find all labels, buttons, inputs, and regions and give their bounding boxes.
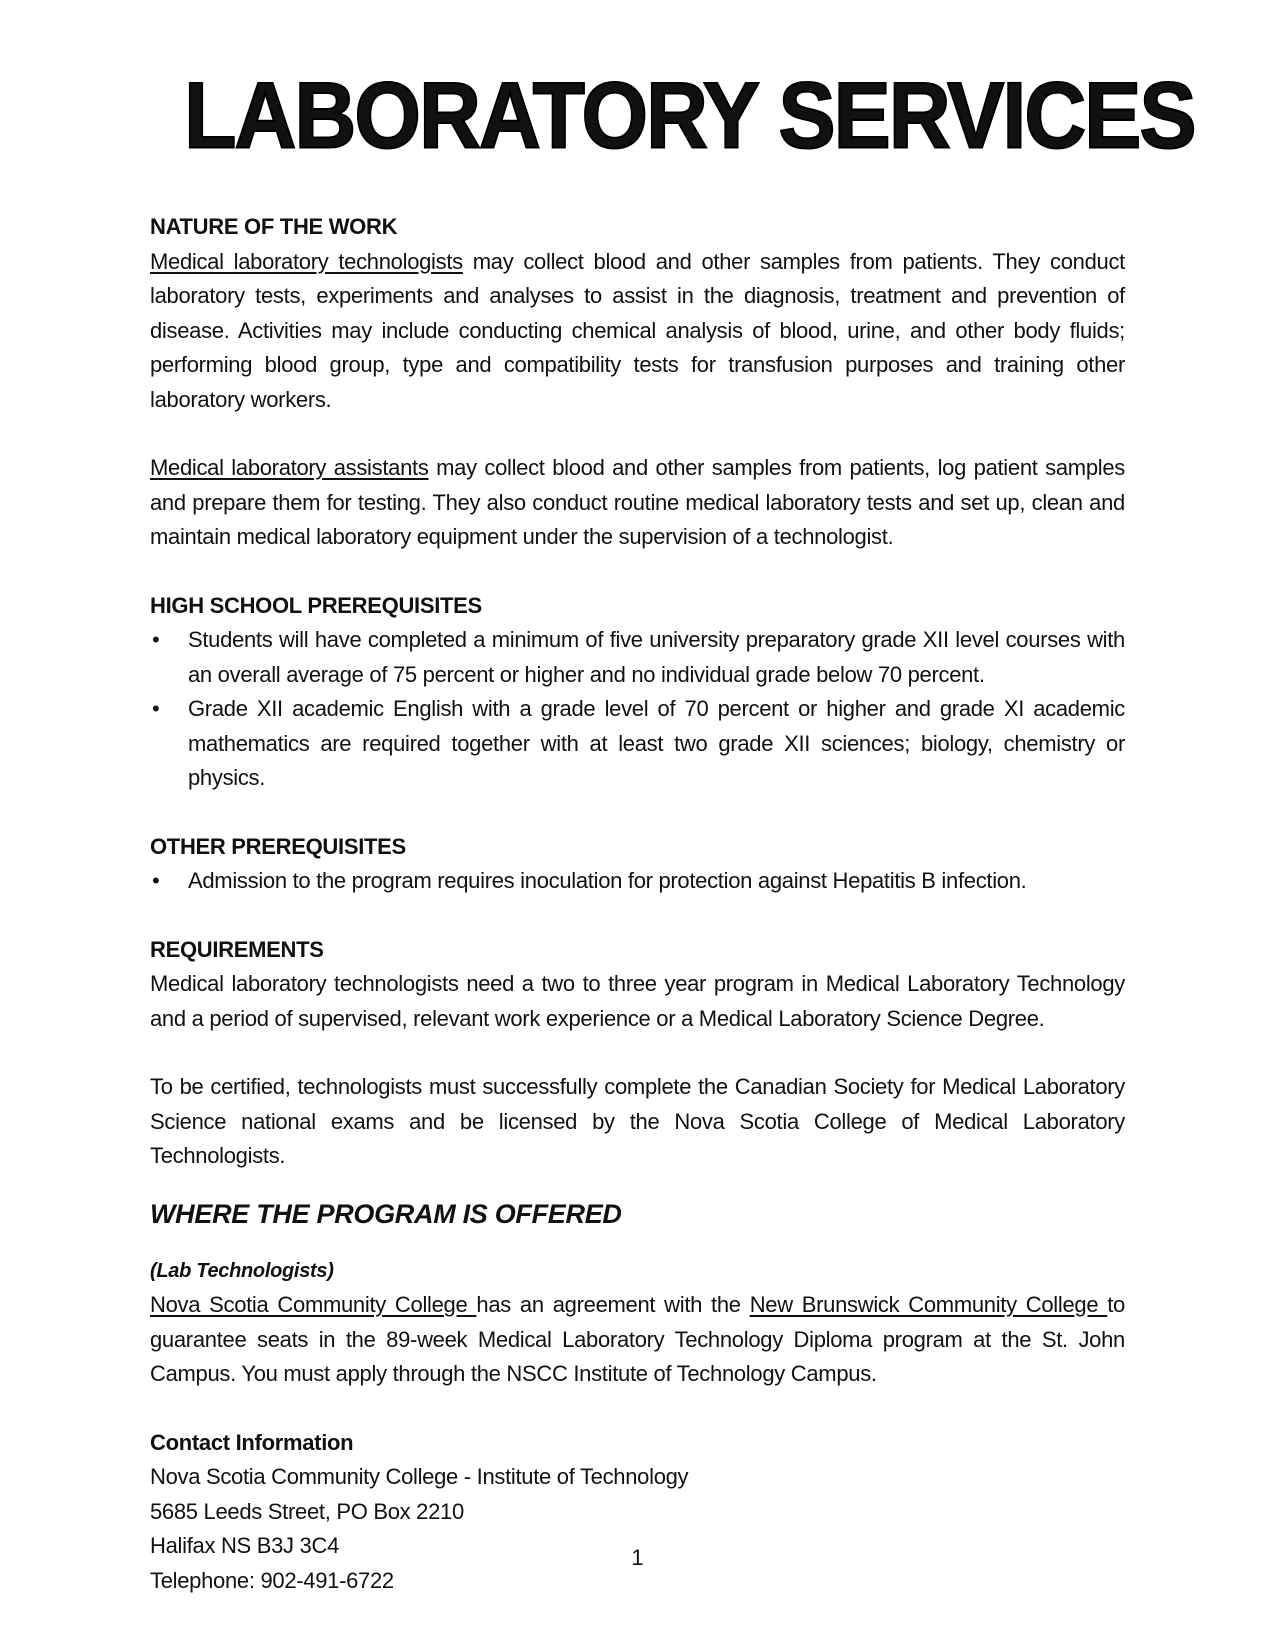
bullet-icon: • <box>152 627 160 652</box>
list-item: • Admission to the program requires inoculation for protection against Hepatitis B infection. <box>150 864 1125 899</box>
contact-telephone: Telephone: 902-491-6722 <box>150 1567 394 1593</box>
list-item: • Students will have completed a minimum of five university preparatory grade XII level courses with an overall average of 75 percent or higher and no individual grade below 70 percent. <box>150 623 1125 692</box>
nature-paragraph-1: Medical laboratory technologists may collect blood and other samples from patients. They conduct laboratory tests, experiments and analyses to assist in the diagnosis, treatment and prevention of disease. Activities may include conducting chemical analysis of blood, urine, and other body fluids; performing blood group, type and compatibility tests for transfusion purposes and training other laboratory workers. <box>150 248 1125 412</box>
page-title: LABORATORY SERVICES <box>184 64 1195 169</box>
other-heading: OTHER PREREQUISITES <box>150 833 406 859</box>
high-school-list <box>150 623 1125 796</box>
technologists-term: Medical laboratory technologists <box>150 248 463 274</box>
where-heading: WHERE THE PROGRAM IS OFFERED <box>150 1198 622 1229</box>
nscc-link[interactable]: Nova Scotia Community College <box>150 1292 477 1317</box>
contact-address: 5685 Leeds Street, PO Box 2210 <box>150 1498 464 1524</box>
contact-line: Nova Scotia Community College - Institute of Technology <box>150 1464 689 1489</box>
page-number: 1 <box>631 1545 644 1570</box>
high-school-heading: HIGH SCHOOL PREREQUISITES <box>150 592 482 618</box>
requirements-paragraph-1: Medical laboratory technologists need a two to three year program in Medical Laboratory Technology and a period of supervised, relevant work experience or a Medical Laboratory Science Degree. <box>150 971 1125 1031</box>
list-item: • Grade XII academic English with a grade level of 70 percent or higher and grade XI academic mathematics are required together with at least two grade XII sciences; biology, chemistry or physics. <box>150 692 1125 796</box>
nature-heading: NATURE OF THE WORK <box>150 214 398 239</box>
requirements-heading: REQUIREMENTS <box>150 936 324 962</box>
bullet-icon: • <box>152 868 160 893</box>
where-subheading: (Lab Technologists) <box>150 1259 334 1282</box>
other-list <box>150 864 1125 899</box>
contact-heading: Contact Information <box>150 1429 354 1455</box>
contact-city: Halifax NS B3J 3C4 <box>150 1533 340 1558</box>
requirements-paragraph-2: To be certified, technologists must successfully complete the Canadian Society for Medical Laboratory Science national exams and be licensed by the Nova Scotia College of Medical Laboratory Technologists. <box>150 1074 1125 1168</box>
nature-paragraph-2: Medical laboratory assistants may collect blood and other samples from patients, log patient samples and prepare them for testing. They also conduct routine medical laboratory tests and set up, clean and maintain medical laboratory equipment under the supervision of a technologist. <box>150 455 1125 549</box>
where-paragraph: Nova Scotia Community College has an agreement with the New Brunswick Community College to guarantee seats in the 89-week Medical Laboratory Technology Diploma program at the St. John Campus. You must apply through the NSCC Institute of Technology Campus. <box>150 1292 1125 1386</box>
bullet-icon: • <box>152 696 160 721</box>
nbcc-link[interactable]: New Brunswick Community College <box>749 1292 1108 1317</box>
assistants-term: Medical laboratory assistants <box>150 455 429 480</box>
document-body <box>150 210 1125 1598</box>
